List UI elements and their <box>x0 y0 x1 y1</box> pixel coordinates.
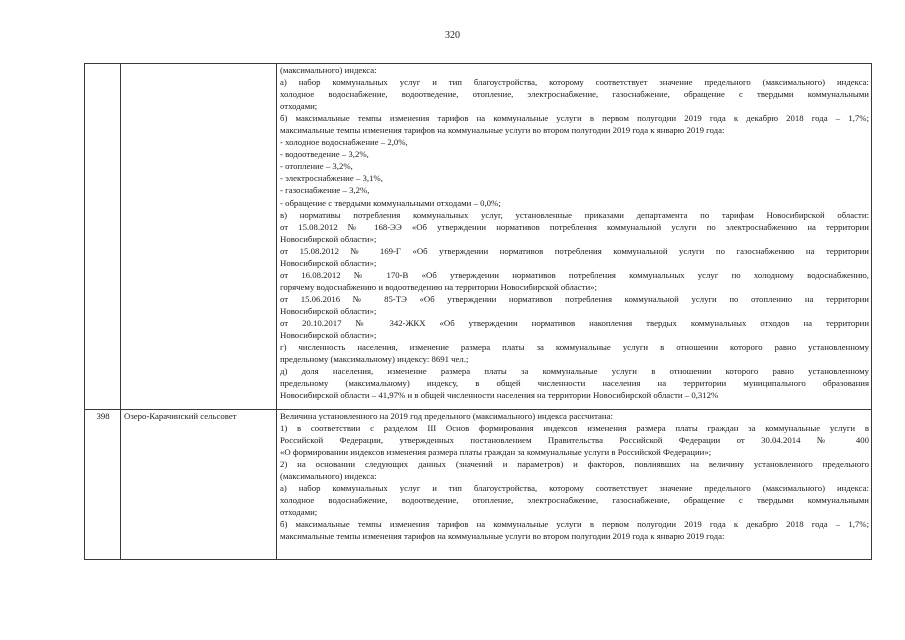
description-line: от 15.08.2012 № 168-ЭЭ «Об утверждении нормативов потребления коммунальной услуги по электроснабжению на территории <box>280 221 869 232</box>
description-line: предельному (максимальному) индексу, в общей численности населения на территории муниципального образования <box>280 378 869 389</box>
description-line: - обращение с твердыми коммунальными отходами – 0,0%; <box>280 197 501 208</box>
description-line: Новосибирской области – 41,97% и в общей численности населения на территории Новосибирской области – 0,312% <box>280 390 719 401</box>
description-cell <box>277 64 872 410</box>
description-line: Новосибирской области»; <box>280 233 377 244</box>
description-line: от 20.10.2017 № 342-ЖКХ «Об утверждении нормативов накопления твердых коммунальных отходов на территории <box>280 317 869 328</box>
description-line: холодное водоснабжение, водоотведение, отопление, электроснабжение, газоснабжение, обращение с твердыми коммунальными <box>280 495 869 506</box>
description-line: д) доля населения, изменение размера платы за коммунальные услуги в отношении которого равно установленному <box>280 366 869 377</box>
description-line: максимальные темпы изменения тарифов на коммунальные услуги во втором полугодии 2019 года к январю 2019 года: <box>280 531 725 542</box>
table-body <box>85 64 872 560</box>
description-line: а) набор коммунальных услуг и тип благоустройства, которому соответствует значение предельного (максимального) индекса: <box>280 77 869 88</box>
description-cell <box>277 410 872 560</box>
description-line: Новосибирской области»; <box>280 330 377 341</box>
description-line: а) набор коммунальных услуг и тип благоустройства, которому соответствует значение предельного (максимального) индекса: <box>280 483 869 494</box>
municipality-cell <box>121 64 277 410</box>
description-line: от 15.08.2012 № 169-Г «Об утверждении нормативов потребления коммунальной услуги по газоснабжению на территории <box>280 245 869 256</box>
description-line: «О формировании индексов изменения размера платы граждан за коммунальные услуги в Российской Федерации»; <box>280 447 712 458</box>
description-line: 2) на основании следующих данных (значений и параметров) и факторов, повлиявших на величину установленного предельного <box>280 459 869 470</box>
description-line: - водоотведение – 3,2%, <box>280 149 369 160</box>
description-line: Российской Федерации, утвержденных постановлением Правительства Российской Федерации от 30.04.2014 № 400 <box>280 435 869 446</box>
description-line: предельному (максимальному) индексу: 8691 чел.; <box>280 354 469 365</box>
table-row <box>85 410 872 560</box>
page-number: 320 <box>445 30 460 41</box>
description-line: (максимального) индекса: <box>280 65 377 75</box>
row-number-cell: 398 <box>85 410 121 560</box>
description-line: б) максимальные темпы изменения тарифов на коммунальные услуги в первом полугодии 2019 года к декабрю 2018 года – 1,7%; <box>280 113 869 124</box>
description-line: - холодное водоснабжение – 2,0%, <box>280 137 408 148</box>
row-number-cell <box>85 64 121 410</box>
description-line: Новосибирской области»; <box>280 305 377 316</box>
table-row <box>85 64 872 410</box>
description-line: от 16.08.2012 № 170-В «Об утверждении нормативов потребления коммунальных услуг по холодному водоснабжению, <box>280 269 869 280</box>
description-line: от 15.06.2016 № 85-ТЭ «Об утверждении нормативов потребления коммунальной услуги по отоплению на территории <box>280 293 869 304</box>
description-line: г) численность населения, изменение размера платы за коммунальные услуги в отношении которого равно установленному <box>280 342 869 353</box>
description-line: - электроснабжение – 3,1%, <box>280 173 383 184</box>
description-line: Новосибирской области»; <box>280 257 377 268</box>
description-line: - отопление – 3,2%, <box>280 161 353 172</box>
municipality-cell: Озеро-Карачинский сельсовет <box>121 410 277 560</box>
description-line: максимальные темпы изменения тарифов на коммунальные услуги во втором полугодии 2019 года к январю 2019 года: <box>280 125 725 136</box>
description-line: Величина установленного на 2019 год предельного (максимального) индекса рассчитана: <box>280 411 613 421</box>
description-line: в) нормативы потребления коммунальных услуг, установленные приказами департамента по тарифам Новосибирской области: <box>280 209 869 220</box>
description-line: - газоснабжение – 3,2%, <box>280 185 370 196</box>
description-line: 1) в соответствии с разделом III Основ формирования индексов изменения размера платы граждан за коммунальные услуги в <box>280 423 869 434</box>
description-line: отходами; <box>280 507 318 518</box>
description-line: б) максимальные темпы изменения тарифов на коммунальные услуги в первом полугодии 2019 года к декабрю 2018 года – 1,7%; <box>280 519 869 530</box>
index-calculation-table <box>84 63 872 560</box>
description-line: горячему водоснабжению и водоотведению на территории Новосибирской области»; <box>280 281 597 292</box>
description-line: отходами; <box>280 101 318 112</box>
description-line: (максимального) индекса: <box>280 471 377 482</box>
description-line: холодное водоснабжение, водоотведение, отопление, электроснабжение, газоснабжение, обращение с твердыми коммунальными <box>280 89 869 100</box>
